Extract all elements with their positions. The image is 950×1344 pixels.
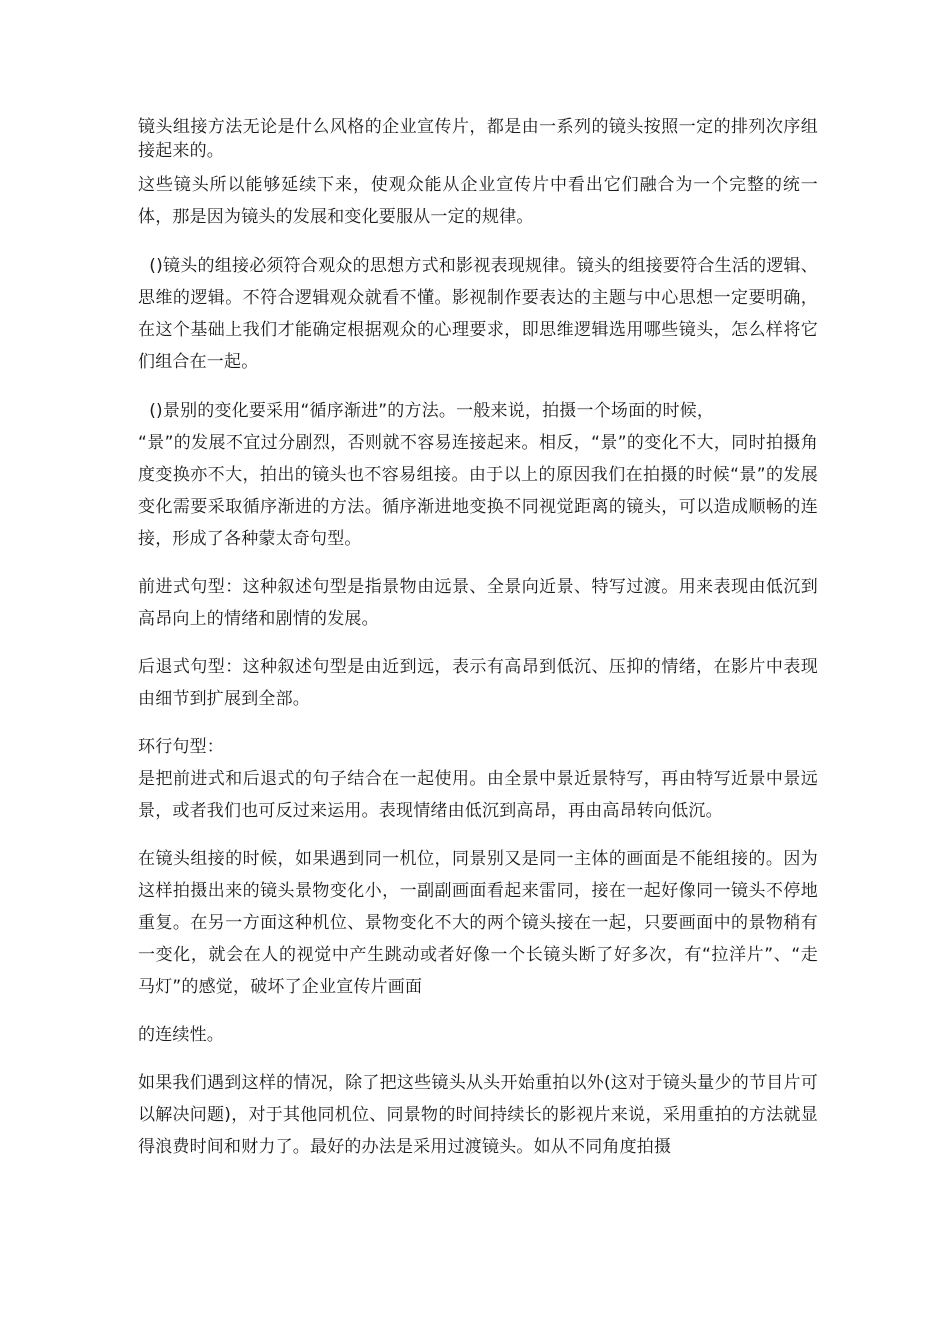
- paragraph-forward-pattern: 前进式句型：这种叙述句型是指景物由远景、全景向近景、特写过渡。用来表现由低沉到高昂向上的情绪和剧情的发展。: [138, 577, 818, 629]
- paragraph-logic-rule: ()镜头的组接必须符合观众的思想方式和影视表现规律。镜头的组接要符合生活的逻辑、思维的逻辑。不符合逻辑观众就看不懂。影视制作要表达的主题与中心思想一定要明确，在这个基础上我们才能确定根据观众的心理要求，即思维逻辑选用哪些镜头，怎么样将它们组合在一起。: [138, 256, 818, 372]
- paragraph-loop-pattern: 是把前进式和后退式的句子结合在一起使用。由全景中景近景特写，再由特写近景中景远景，或者我们也可反过来运用。表现情绪由低沉到高昂，再由高昂转向低沉。: [138, 769, 818, 821]
- document-page: [138, 115, 818, 1163]
- paragraph-backward-pattern: 后退式句型：这种叙述句型是由近到远，表示有高昂到低沉、压抑的情绪，在影片中表现由细节到扩展到全部。: [138, 657, 818, 709]
- paragraph-continuity: 这些镜头所以能够延续下来，使观众能从企业宣传片中看出它们融合为一个完整的统一体，那是因为镜头的发展和变化要服从一定的规律。: [138, 175, 818, 227]
- paragraph-continuity-end: 的连续性。: [138, 1025, 224, 1045]
- paragraph-intro: 镜头组接方法无论是什么风格的企业宣传片，都是由一系列的镜头按照一定的排列次序组接起来的。: [138, 117, 818, 161]
- paragraph-loop-heading: 环行句型：: [138, 737, 224, 757]
- paragraph-transition-shot: 如果我们遇到这样的情况，除了把这些镜头从头开始重拍以外(这对于镜头量少的节目片可以解决问题)，对于其他同机位、同景物的时间持续长的影视片来说，采用重拍的方法就显得浪费时间和财力了。最好的办法是采用过渡镜头。如从不同角度拍摄: [138, 1073, 818, 1157]
- paragraph-same-position: 在镜头组接的时候，如果遇到同一机位，同景别又是同一主体的画面是不能组接的。因为这样拍摄出来的镜头景物变化小，一副副画面看起来雷同，接在一起好像同一镜头不停地重复。在另一方面这种机位、景物变化不大的两个镜头接在一起，只要画面中的景物稍有一变化，就会在人的视觉中产生跳动或者好像一个长镜头断了好多次，有“拉洋片”、“走马灯”的感觉，破坏了企业宣传片画面: [138, 849, 818, 997]
- paragraph-scale-rule: ()景别的变化要采用“循序渐进”的方法。一般来说，拍摄一个场面的时候， “景”的发展不宜过分剧烈，否则就不容易连接起来。相反，“景”的变化不大，同时拍摄角度变换亦不大，拍出的镜头也不容易组接。由于以上的原因我们在拍摄的时候“景”的发展变化需要采取循序渐进的方法。循序渐进地变换不同视觉距离的镜头，可以造成顺畅的连接，形成了各种蒙太奇句型。: [138, 401, 818, 549]
